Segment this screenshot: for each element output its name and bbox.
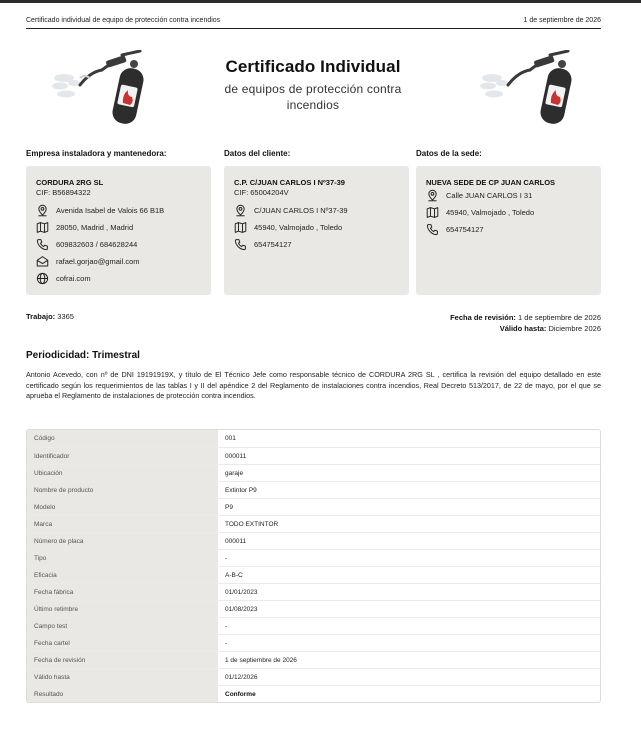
table-cell-value: 000011 bbox=[225, 537, 247, 545]
valido-hasta-value: Diciembre 2026 bbox=[548, 324, 601, 333]
empresa-web-row bbox=[36, 270, 201, 287]
empresa-phone: 609832603 / 684628244 bbox=[56, 240, 138, 249]
header-date: 1 de septiembre de 2026 bbox=[523, 17, 601, 24]
fecha-revision-line bbox=[450, 312, 601, 323]
empresa-web: cofrai.com bbox=[56, 274, 91, 283]
empresa-city-row bbox=[36, 219, 201, 236]
table-cell-label: Fecha de revisión bbox=[27, 652, 218, 668]
table-row bbox=[27, 430, 600, 447]
trabajo-line bbox=[26, 312, 74, 321]
mail-icon bbox=[36, 255, 49, 268]
table-row bbox=[27, 498, 600, 515]
fire-extinguisher-icon bbox=[478, 50, 588, 125]
phone-icon bbox=[36, 238, 49, 251]
periodicidad-heading: Periodicidad: Trimestral bbox=[26, 350, 140, 361]
cliente-section-label: Datos del cliente: bbox=[224, 149, 291, 158]
cliente-phone: 654754127 bbox=[254, 240, 292, 249]
table-cell-label: Último retimbre bbox=[27, 601, 218, 617]
table-cell-value: 01/01/2023 bbox=[225, 588, 258, 596]
sede-address: Calle JUAN CARLOS I 31 bbox=[446, 191, 533, 200]
cliente-address-row bbox=[234, 202, 399, 219]
page-subtitle: de equipos de protección contra incendios bbox=[224, 82, 402, 112]
fecha-revision-value: 1 de septiembre de 2026 bbox=[518, 313, 601, 322]
sede-phone: 654754127 bbox=[446, 225, 484, 234]
trabajo-value: 3365 bbox=[57, 312, 74, 321]
table-cell-value: garaje bbox=[225, 469, 244, 477]
cliente-phone-row bbox=[234, 236, 399, 253]
table-cell-label: Modelo bbox=[27, 499, 218, 515]
fechas-block bbox=[450, 312, 601, 334]
sede-address-row bbox=[426, 187, 591, 204]
table-row bbox=[27, 515, 600, 532]
table-row bbox=[27, 634, 600, 651]
table-cell-value: A-B-C bbox=[225, 571, 243, 579]
table-cell-label: Marca bbox=[27, 516, 218, 532]
table-cell-value: P9 bbox=[225, 503, 233, 511]
table-cell-label: Eficacia bbox=[27, 567, 218, 583]
table-cell-label: Ubicación bbox=[27, 465, 218, 481]
table-cell-label: Campo test bbox=[27, 618, 218, 634]
table-cell-label: Número de placa bbox=[27, 533, 218, 549]
map-icon bbox=[234, 221, 247, 234]
table-row bbox=[27, 566, 600, 583]
certification-paragraph: Antonio Acevedo, con nº de DNI 19191919X, y título de El Técnico Jefe como responsable técnico de CORDURA 2RG SL , certifica la revisión del equipo detallado en este certificado según los requerimientos de las tablas I y II del apéndice 2 del Reglamento de instalaciones contra incendios, Real Decreto 513/2017, de 22 de mayo, por el que se aprueba el Reglamento de instalaciones de protección contra incendios. bbox=[26, 370, 601, 400]
table-cell-value: - bbox=[225, 639, 228, 647]
page-title: Certificado Individual bbox=[225, 57, 401, 76]
cliente-name: C.P. C/JUAN CARLOS I Nº37-39 bbox=[234, 178, 345, 187]
table-cell-value: 000011 bbox=[225, 452, 247, 460]
table-cell-label: Código bbox=[27, 430, 218, 447]
top-rule bbox=[0, 0, 641, 3]
fire-extinguisher-icon bbox=[50, 50, 160, 125]
table-row bbox=[27, 532, 600, 549]
table-row bbox=[27, 617, 600, 634]
globe-icon bbox=[36, 272, 49, 285]
empresa-cif: CIF: B56894322 bbox=[36, 188, 91, 197]
phone-icon bbox=[426, 223, 439, 236]
table-row bbox=[27, 668, 600, 685]
sede-phone-row bbox=[426, 221, 591, 238]
title-block bbox=[200, 57, 426, 113]
table-cell-value: 01/12/2026 bbox=[225, 673, 258, 681]
fecha-revision-label: Fecha de revisión: bbox=[450, 313, 516, 322]
empresa-name: CORDURA 2RG SL bbox=[36, 178, 104, 187]
empresa-email: rafael.gorjao@gmail.com bbox=[56, 257, 140, 266]
table-cell-value: - bbox=[225, 622, 228, 630]
sede-city: 45940, Valmojado , Toledo bbox=[446, 208, 535, 217]
table-cell-label: Válido hasta bbox=[27, 669, 218, 685]
trabajo-label: Trabajo: bbox=[26, 312, 56, 321]
page-header bbox=[26, 15, 601, 29]
location-pin-icon bbox=[234, 204, 247, 217]
cliente-city: 45940, Valmojado , Toledo bbox=[254, 223, 343, 232]
table-cell-label: Fecha cartel bbox=[27, 635, 218, 651]
equipment-table bbox=[26, 429, 601, 703]
phone-icon bbox=[234, 238, 247, 251]
table-row bbox=[27, 651, 600, 668]
table-cell-value: Extintor P9 bbox=[225, 486, 257, 494]
location-pin-icon bbox=[36, 204, 49, 217]
empresa-card bbox=[26, 166, 211, 295]
table-cell-value: 01/08/2023 bbox=[225, 605, 258, 613]
table-cell-value: 1 de septiembre de 2026 bbox=[225, 656, 297, 664]
table-cell-value: - bbox=[225, 554, 228, 562]
table-cell-value: 001 bbox=[225, 435, 236, 442]
table-row bbox=[27, 600, 600, 617]
table-row bbox=[27, 447, 600, 464]
table-cell-label: Fecha fábrica bbox=[27, 584, 218, 600]
sede-city-row bbox=[426, 204, 591, 221]
header-doc-title: Certificado individual de equipo de protección contra incendios bbox=[26, 17, 221, 24]
empresa-address-row bbox=[36, 202, 201, 219]
table-row bbox=[27, 481, 600, 498]
empresa-email-row bbox=[36, 253, 201, 270]
cliente-card bbox=[224, 166, 409, 295]
table-row bbox=[27, 549, 600, 566]
cliente-city-row bbox=[234, 219, 399, 236]
table-cell-value: TODO EXTINTOR bbox=[225, 520, 279, 528]
table-cell-label: Identificador bbox=[27, 448, 218, 464]
sede-card bbox=[416, 166, 601, 295]
table-row bbox=[27, 685, 600, 702]
sede-section-label: Datos de la sede: bbox=[416, 149, 482, 158]
sede-name: NUEVA SEDE DE CP JUAN CARLOS bbox=[426, 178, 556, 187]
cliente-cif: CIF: 65004204V bbox=[234, 188, 289, 197]
table-row bbox=[27, 583, 600, 600]
map-icon bbox=[36, 221, 49, 234]
cliente-address: C/JUAN CARLOS I Nº37-39 bbox=[254, 206, 348, 215]
table-cell-value: Conforme bbox=[225, 690, 256, 698]
map-icon bbox=[426, 206, 439, 219]
empresa-address: Avenida Isabel de Valois 66 B1B bbox=[56, 206, 165, 215]
table-cell-label: Resultado bbox=[27, 686, 218, 702]
table-cell-label: Nombre de producto bbox=[27, 482, 218, 498]
location-pin-icon bbox=[426, 189, 439, 202]
empresa-city: 28050, Madrid , Madrid bbox=[56, 223, 134, 232]
valido-hasta-label: Válido hasta: bbox=[499, 324, 547, 333]
table-row bbox=[27, 464, 600, 481]
empresa-section-label: Empresa instaladora y mantenedora: bbox=[26, 149, 167, 158]
table-cell-label: Tipo bbox=[27, 550, 218, 566]
valido-hasta-line bbox=[450, 323, 601, 334]
empresa-phone-row bbox=[36, 236, 201, 253]
